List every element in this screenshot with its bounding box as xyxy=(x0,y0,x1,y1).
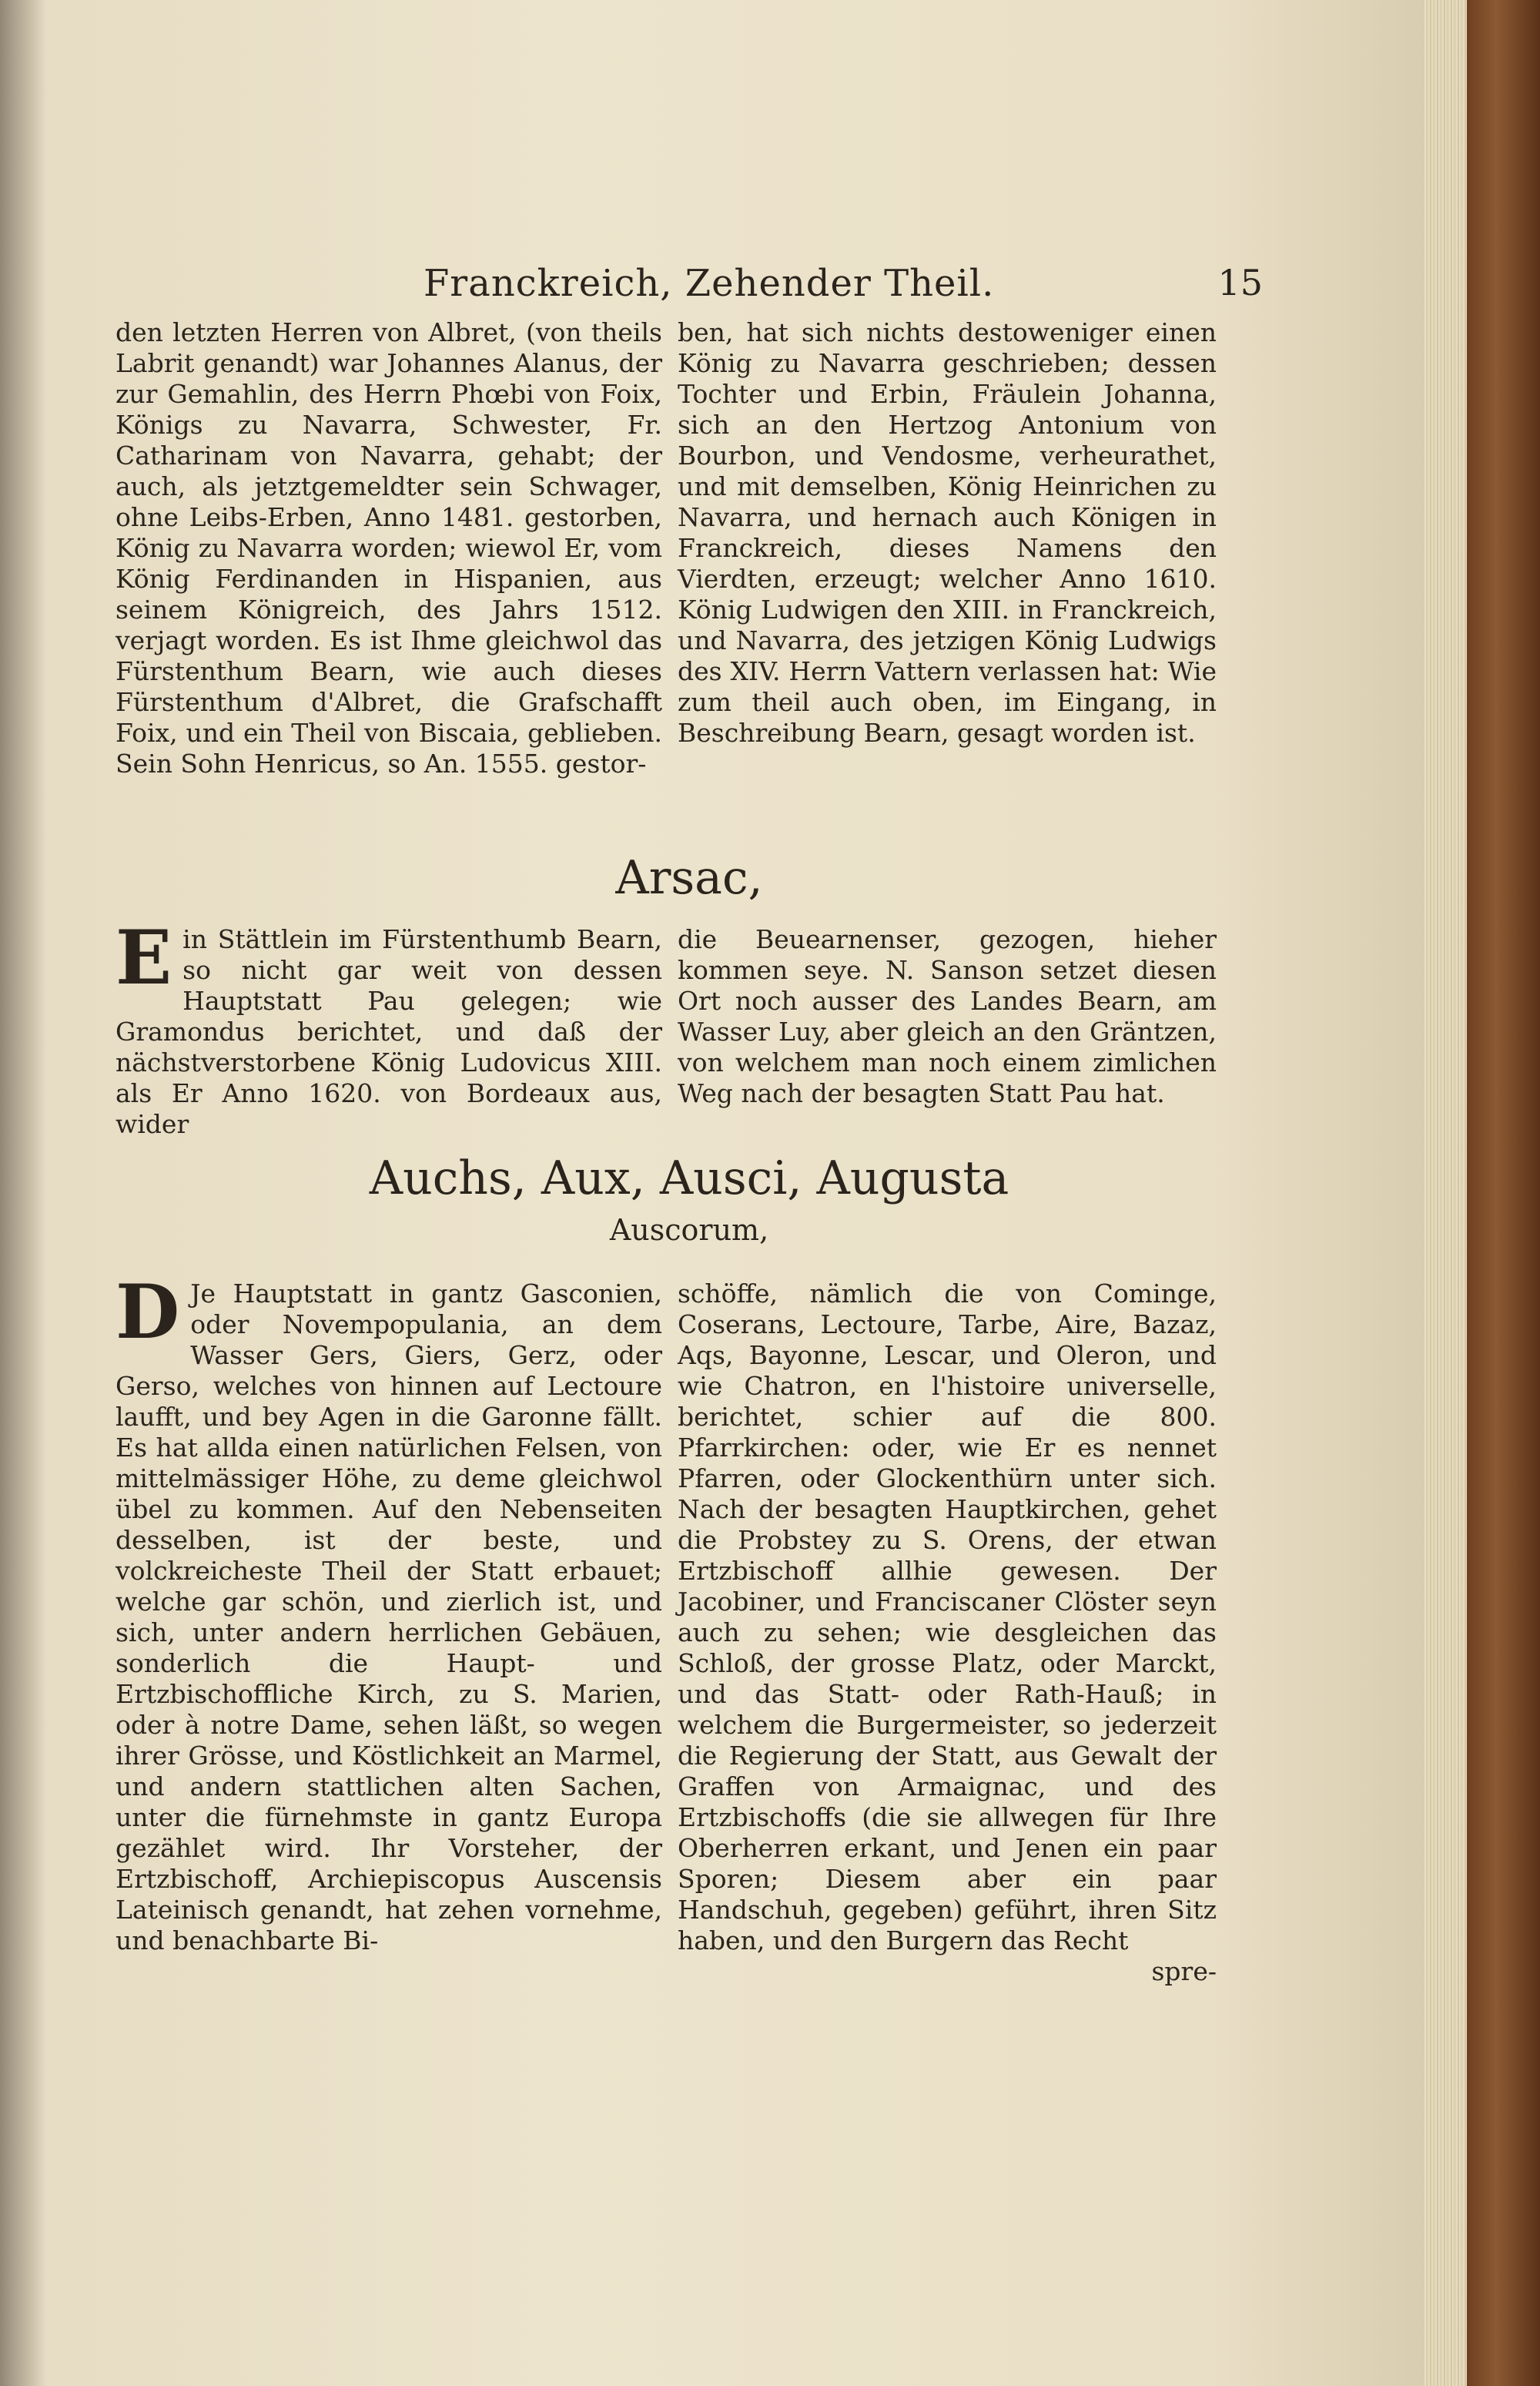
page-header xyxy=(116,262,1263,316)
auchs-heading: Auchs, Aux, Ausci, Augusta xyxy=(369,1151,1009,1205)
auchs-subheading: Auscorum, xyxy=(609,1213,769,1247)
section2-left-text: in Stättlein im Fürstenthumb Bearn, so nicht gar weit von dessen Hauptstatt Pau gelegen; wie Gramondus berichtet, und daß der nächstverstorbene König Ludovicus XIII. als Er Anno 1620. von Bordeaux aus, wider xyxy=(116,924,662,1139)
section2-right-text: die Beuearnenser, gezogen, hieher kommen seye. N. Sanson setzet diesen Ort noch ausser des Landes Bearn, am Wasser Luy, aber gleich an den Gräntzen, von welchem man noch einem zimlichen Weg nach der besagten Statt Pau hat. xyxy=(678,924,1217,1108)
section2-left-column xyxy=(116,914,662,1140)
running-title: Franckreich, Zehender Theil. xyxy=(424,262,995,305)
decorated-initial-e: E xyxy=(116,914,172,1001)
section1-right-column xyxy=(678,317,1217,749)
spine-shadow xyxy=(0,0,46,2386)
book-cover-edge xyxy=(1467,0,1540,2386)
section3-left-text: Je Hauptstatt in gantz Gasconien, oder Novempopulania, an dem Wasser Gers, Giers, Gerz, oder Gerso, welches von hinnen auf Lectoure laufft, und bey Agen in die Garonne fällt. Es hat allda einen natürlichen Felsen, von mittelmässiger Höhe, zu deme gleichwol übel zu kommen. Auf den Nebenseiten desselben, ist der beste, und volckreicheste Theil der Statt erbauet; welche gar schön, und zierlich ist, und sich, unter andern herrlichen Gebäuen, sonderlich die Haupt- und Ertzbischoffliche Kirch, zu S. Marien, oder à notre Dame, sehen läßt, so wegen ihrer Grösse, und Köstlichkeit an Marmel, und andern stattlichen alten Sachen, unter die fürnehmste in gantz Europa gezählet wird. Ihr Vorsteher, der Ertzbischoff, Archiepiscopus Auscensis Lateinisch genandt, hat zehen vornehme, und benachbarte Bi- xyxy=(116,1278,662,1955)
page-number: 15 xyxy=(1217,262,1263,303)
decorated-initial-d: D xyxy=(116,1268,180,1356)
section3-right-column xyxy=(678,1278,1217,1987)
catchword: spre- xyxy=(1151,1956,1217,1986)
arsac-heading: Arsac, xyxy=(615,851,763,905)
section3-left-column xyxy=(116,1268,662,1956)
section2-right-column xyxy=(678,924,1217,1109)
section1-right-text: ben, hat sich nichts destoweniger einen König zu Navarra geschrieben; dessen Tochter und Erbin, Fräulein Johanna, sich an den Hertzog Antonium von Bourbon, und Vendosme, verheurathet, und mit demselben, König Heinrichen zu Navarra, und hernach auch Königen in Franckreich, dieses Namens den Vierdten, erzeugt; welcher Anno 1610. König Ludwigen den XIII. in Franckreich, und Navarra, des jetzigen König Ludwigs des XIV. Herrn Vattern verlassen hat: Wie zum theil auch oben, im Eingang, in Beschreibung Bearn, gesagt worden ist. xyxy=(678,317,1217,748)
section1-left-column xyxy=(116,317,662,779)
section3-right-text: schöffe, nämlich die von Cominge, Coserans, Lectoure, Tarbe, Aire, Bazaz, Aqs, Bayonne, Lescar, und Oleron, und wie Chatron, en l'histoire universelle, berichtet, schier auf die 800. Pfarrkirchen: oder, wie Er es nennet Pfarren, oder Glockenthürn unter sich. Nach der besagten Hauptkirchen, gehet die Probstey zu S. Orens, der etwan Ertzbischoff allhie gewesen. Der Jacobiner, und Franciscaner Clöster seyn auch zu sehen; wie desgleichen das Schloß, der grosse Platz, oder Marckt, und das Statt- oder Rath-Hauß; in welchem die Burgermeister, so jederzeit die Regierung der Statt, aus Gewalt der Graffen von Armaignac, und des Ertzbischoffs (die sie allwegen für Ihre Oberherren erkant, und Jenen ein paar Sporen; Diesem aber ein paar Handschuh, gegeben) geführt, ihren Sitz haben, und den Burgern das Recht xyxy=(678,1278,1217,1955)
section1-left-text: den letzten Herren von Albret, (von theils Labrit genandt) war Johannes Alanus, der zur Gemahlin, des Herrn Phœbi von Foix, Königs zu Navarra, Schwester, Fr. Catharinam von Navarra, gehabt; der auch, als jetztgemeldter sein Schwager, ohne Leibs-Erben, Anno 1481. gestorben, König zu Navarra worden; wiewol Er, vom König Ferdinanden in Hispanien, aus seinem Königreich, des Jahrs 1512. verjagt worden. Es ist Ihme gleichwol das Fürstenthum Bearn, wie auch dieses Fürstenthum d'Albret, die Grafschafft Foix, und ein Theil von Biscaia, geblieben. Sein Sohn Henricus, so An. 1555. gestor- xyxy=(116,317,662,779)
